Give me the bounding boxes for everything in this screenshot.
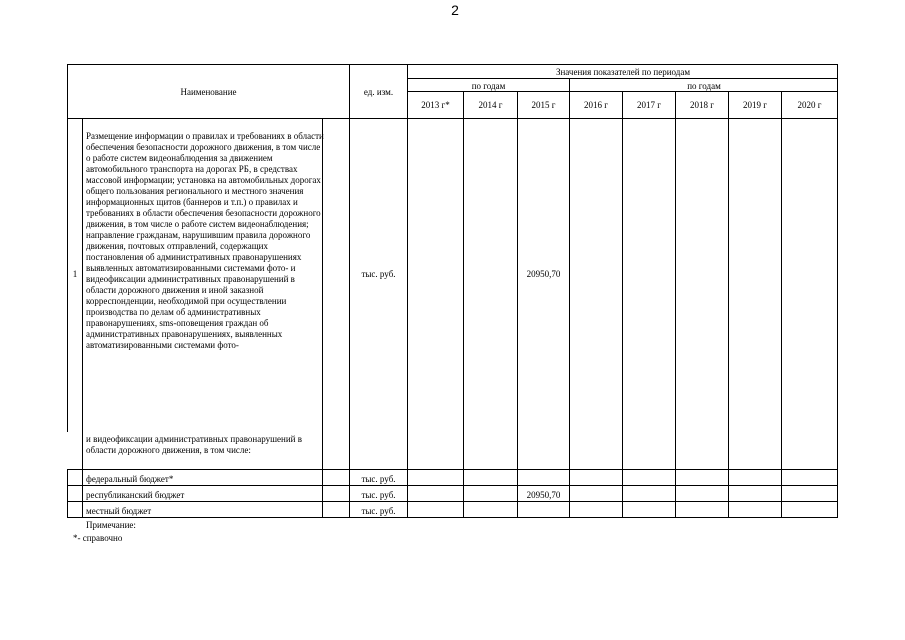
note-text: *- справочно	[73, 533, 123, 543]
row-line-1	[67, 469, 838, 470]
header-periods: Значения показателей по периодам	[555, 67, 691, 77]
header-year-2013: 2013 г*	[421, 100, 450, 110]
col-2018-right-line	[728, 91, 729, 518]
header-year-2015: 2015 г	[531, 100, 556, 110]
header-year-2019: 2019 г	[743, 100, 767, 110]
table-border-right	[837, 64, 838, 518]
budget-republican-label: республиканский бюджет	[86, 490, 185, 500]
page-number: 2	[451, 2, 459, 18]
header-year-2020: 2020 г	[797, 100, 822, 110]
periods-header-line	[407, 78, 838, 79]
budget-local-unit: тыс. руб.	[361, 506, 396, 516]
row-line-2	[67, 485, 838, 486]
col-2015-right-line	[569, 78, 570, 518]
col-2017-right-line	[675, 91, 676, 518]
col-2019-right-line	[781, 91, 782, 518]
row-unit: тыс. руб.	[361, 269, 396, 279]
num-col-right-line	[82, 118, 83, 518]
num-col-left-line-bottom	[67, 469, 68, 518]
budget-federal-label: федеральный бюджет*	[86, 474, 174, 484]
budget-federal-unit: тыс. руб.	[361, 474, 396, 484]
header-year-2018: 2018 г	[690, 100, 714, 110]
header-unit: ед. изм.	[363, 87, 394, 97]
col-2013-right-line	[463, 91, 464, 518]
budget-republican-unit: тыс. руб.	[361, 490, 396, 500]
header-year-2016: 2016 г	[584, 100, 608, 110]
table-border-top	[67, 64, 838, 65]
name-unit-separator	[349, 64, 350, 518]
row-value-2015: 20950,70	[526, 269, 561, 279]
header-year-2014: 2014 г	[478, 100, 503, 110]
note-title: Примечание:	[86, 520, 136, 530]
row-number: 1	[72, 269, 78, 279]
header-by-years-right: по годам	[687, 81, 721, 91]
budget-local-label: местный бюджет	[86, 506, 152, 516]
header-bottom-line	[67, 118, 838, 119]
col-2014-right-line	[517, 91, 518, 518]
table-border-bottom	[67, 517, 838, 518]
budget-republican-value-2015: 20950,70	[526, 490, 561, 500]
col-2016-right-line	[622, 91, 623, 518]
row-description-part1: Размещение информации о правилах и требованиях в области обеспечения безопасности дорожного движения, в том числе о работе систем видеонаблюдения за движением автомобильного транспорта на дорогах РБ, в средствах массовой информации; установка на автомобильных дорогах общего пользования регионального и местного значения информационных щитов (баннеров и т.п.) о правилах и требованиях в области обеспечения безопасности дорожного движения, в том числе о работе систем видеонаблюдения; направление гражданам, нарушившим правила дорожного движения, почтовых отправлений, содержащих постановления об административных правонарушениях выявленных автоматизированными системами фото- и видеофиксации административных правонарушений в области дорожного движения и иной заказной корреспонденции, необходимой при осуществлении производства по делам об административных правонарушениях, sms-оповещения граждан об административных правонарушениях, выявленных автоматизированными системами фото-	[86, 131, 324, 350]
unit-col-right-line	[407, 64, 408, 518]
row-line-3	[67, 501, 838, 502]
header-by-years-left: по годам	[471, 81, 506, 91]
header-year-2017: 2017 г	[637, 100, 661, 110]
header-name: Наименование	[180, 87, 237, 97]
row-description-part2: и видеофиксации административных правонарушений в области дорожного движения, в том числе:	[86, 434, 302, 455]
